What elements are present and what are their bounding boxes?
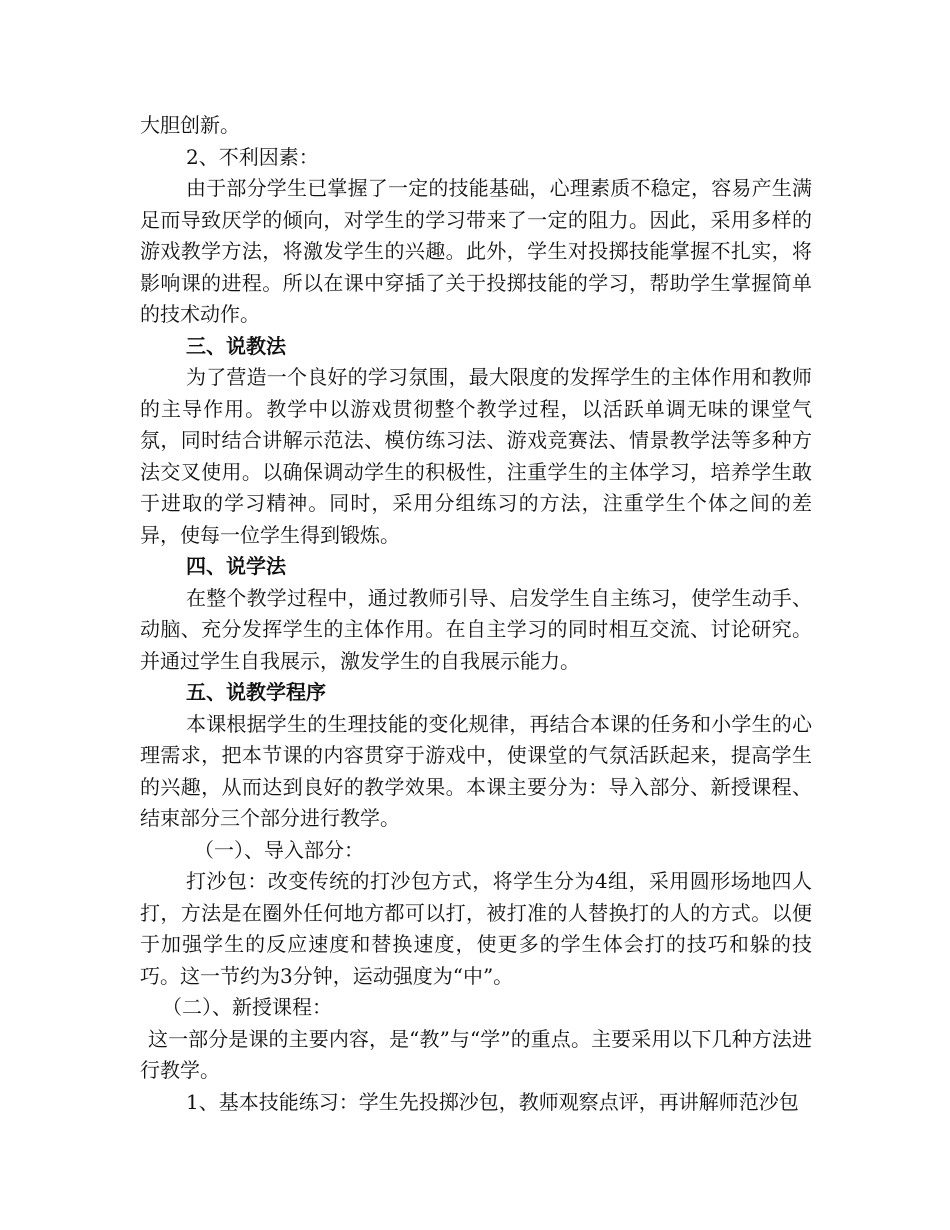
document-body: [140, 110, 812, 1118]
paragraph-learning-method: 在整个教学过程中，通过教师引导、启发学生自主练习，使学生动手、动脑、充分发挥学生的主体作用。在自主学习的同时相互交流、讨论研究。并通过学生自我展示，激发学生的自我展示能力。: [140, 585, 812, 673]
paragraph-basic-skills: 1、基本技能练习：学生先投掷沙包，教师观察点评，再讲解师范沙包: [186, 1089, 799, 1114]
paragraph-introduction: 打沙包：改变传统的打沙包方式，将学生分为4组，采用圆形场地四人打，方法是在圈外任何地方都可以打，被打准的人替换打的人的方式。以便于加强学生的反应速度和替换速度，使更多的学生体会打的技巧和躲的技巧。这一节约为3分钟，运动强度为“中”。: [140, 869, 812, 988]
list-item-unfavorable-factors: 2、不利因素：: [186, 144, 319, 169]
paragraph-teaching-procedure: 本课根据学生的生理技能的变化规律，再结合本课的任务和小学生的心理需求，把本节课的内容贯穿于游戏中，使课堂的气氛活跃起来，提高学生的兴趣，从而达到良好的教学效果。本课主要分为：导入部分、新授课程、结束部分三个部分进行教学。: [140, 711, 812, 830]
paragraph-teaching-method: 为了营造一个良好的学习氛围，最大限度的发挥学生的主体作用和教师的主导作用。教学中以游戏贯彻整个教学过程，以活跃单调无味的课堂气氛，同时结合讲解示范法、模仿练习法、游戏竞赛法、情景教学法等多种方法交叉使用。以确保调动学生的积极性，注重学生的主体学习，培养学生敢于进取的学习精神。同时，采用分组练习的方法，注重学生个体之间的差异，使每一位学生得到锻炼。: [140, 365, 812, 547]
subheading-new-lesson: （二）、新授课程：: [162, 995, 332, 1019]
paragraph-continuation: 大胆创新。: [140, 113, 240, 137]
paragraph-new-lesson: 这一部分是课的主要内容，是“教”与“学”的重点。主要采用以下几种方法进行教学。: [140, 1026, 812, 1082]
subheading-introduction: （一）、导入部分：: [194, 837, 364, 862]
paragraph-unfavorable-factors: 由于部分学生已掌握了一定的技能基础，心理素质不稳定，容易产生满足而导致厌学的倾向，对学生的学习带来了一定的阻力。因此，采用多样的游戏教学方法，将激发学生的兴趣。此外，学生对投掷技能掌握不扎实，将影响课的进程。所以在课中穿插了关于投掷技能的学习，帮助学生掌握简单的技术动作。: [140, 176, 812, 326]
section-heading-teaching-procedure: 五、说教学程序: [186, 680, 326, 704]
section-heading-learning-method: 四、说学法: [186, 554, 286, 578]
section-heading-teaching-method: 三、说教法: [186, 333, 286, 358]
